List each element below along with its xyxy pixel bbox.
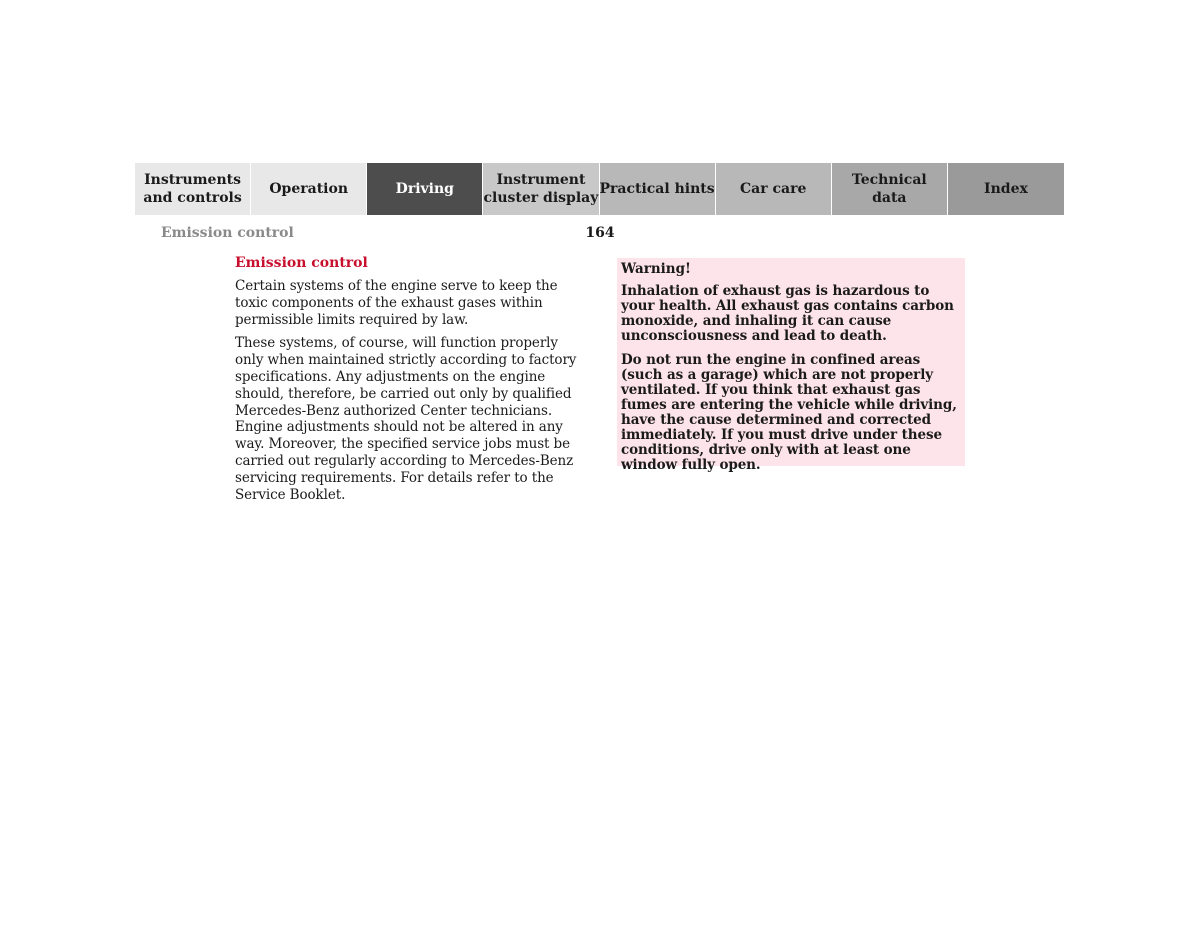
- chapter-tabs: [135, 163, 1064, 215]
- tab-car-care[interactable]: Car care: [716, 163, 832, 215]
- tab-technical-data[interactable]: Technical data: [832, 163, 948, 215]
- tab-practical-hints[interactable]: Practical hints: [600, 163, 716, 215]
- tab-instrument-cluster-display[interactable]: Instrument cluster display: [483, 163, 599, 215]
- main-text-column: [235, 255, 587, 510]
- tab-index[interactable]: Index: [948, 163, 1064, 215]
- warning-title: Warning!: [621, 261, 691, 277]
- warning-box: [617, 258, 965, 473]
- tab-driving[interactable]: Driving: [367, 163, 483, 215]
- warning-paragraph: Do not run the engine in confined areas (such as a garage) which are not properly ventilated. If you think that exhaust gas fumes are entering the vehicle while driving, have the cause determined and corrected immediately. If you must drive under these conditions, drive only with at least one window fully open.: [621, 352, 957, 473]
- body-paragraph: Certain systems of the engine serve to keep the toxic components of the exhaust gases within permissible limits required by law.: [235, 278, 558, 328]
- tab-operation[interactable]: Operation: [251, 163, 367, 215]
- tab-instruments-and-controls[interactable]: Instruments and controls: [135, 163, 251, 215]
- warning-paragraph: Inhalation of exhaust gas is hazardous to your health. All exhaust gas contains carbon monoxide, and inhaling it can cause unconsciousness and lead to death.: [621, 283, 954, 344]
- body-paragraph: These systems, of course, will function properly only when maintained strictly according to factory specifications. Any adjustments on the engine should, therefore, be carried out only by qualified Mercedes-Benz authorized Center technicians. Engine adjustments should not be altered in any way. Moreover, the specified service jobs must be carried out regularly according to Mercedes-Benz servicing requirements. For details refer to the Service Booklet.: [235, 335, 577, 503]
- section-heading: Emission control: [235, 255, 368, 271]
- running-header-section: Emission control: [161, 225, 294, 241]
- page-number: 164: [585, 225, 615, 241]
